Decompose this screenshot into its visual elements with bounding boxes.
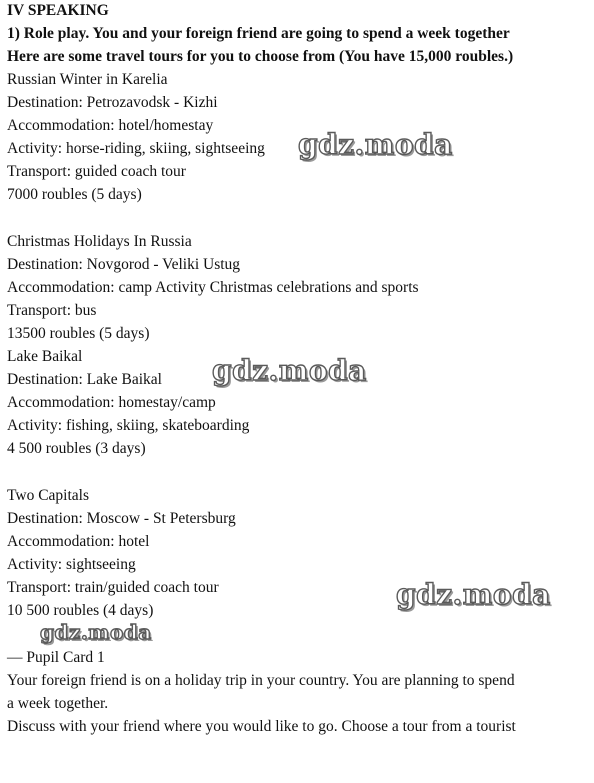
tour-1-name: Russian Winter in Karelia: [7, 71, 168, 88]
section-heading: IV SPEAKING: [7, 2, 109, 19]
pupil-card-title: — Pupil Card 1: [7, 649, 105, 666]
pupil-card-line-3: Discuss with your friend where you would like to go. Choose a tour from a tourist: [7, 718, 516, 735]
tour-1-transport: Transport: guided coach tour: [7, 163, 186, 180]
watermark-logo: gdz.moda: [298, 128, 453, 161]
tour-4-accommodation: Accommodation: hotel: [7, 533, 150, 550]
tour-1-destination: Destination: Petrozavodsk - Kizhi: [7, 94, 218, 111]
tour-2-destination: Destination: Novgorod - Veliki Ustug: [7, 256, 241, 273]
tour-3-accommodation: Accommodation: homestay/camp: [7, 394, 216, 411]
watermark-logo: gdz.moda: [212, 354, 367, 387]
tour-4-name: Two Capitals: [7, 487, 90, 504]
tour-3-price: 4 500 roubles (3 days): [7, 440, 146, 457]
tour-1-activity: Activity: horse-riding, skiing, sightseeing: [7, 140, 265, 157]
tour-3-activity: Activity: fishing, skiing, skateboarding: [7, 417, 250, 434]
pupil-card-line-2: a week together.: [7, 695, 109, 712]
tour-2-transport: Transport: bus: [7, 302, 97, 319]
tour-4-price: 10 500 roubles (4 days): [7, 602, 154, 619]
tour-1-accommodation: Accommodation: hotel/homestay: [7, 117, 214, 134]
tour-4-transport: Transport: train/guided coach tour: [7, 579, 219, 596]
tour-4-activity: Activity: sightseeing: [7, 556, 136, 573]
tour-3-name: Lake Baikal: [7, 348, 83, 365]
tour-2-accommodation: Accommodation: camp Activity Christmas celebrations and sports: [7, 279, 419, 296]
tour-2-name: Christmas Holidays In Russia: [7, 233, 192, 250]
watermark-logo: gdz.moda: [396, 578, 551, 611]
pupil-card-line-1: Your foreign friend is on a holiday trip in your country. You are planning to spend: [7, 672, 515, 689]
tour-2-price: 13500 roubles (5 days): [7, 325, 150, 342]
task-line-2: Here are some travel tours for you to choose from (You have 15,000 roubles.): [7, 48, 514, 65]
tour-1-price: 7000 roubles (5 days): [7, 186, 142, 203]
tour-4-destination: Destination: Moscow - St Petersburg: [7, 510, 236, 527]
watermark-logo: gdz.moda: [40, 620, 152, 644]
task-line-1: 1) Role play. You and your foreign friend are going to spend a week together: [7, 25, 510, 42]
tour-3-destination: Destination: Lake Baikal: [7, 371, 162, 388]
